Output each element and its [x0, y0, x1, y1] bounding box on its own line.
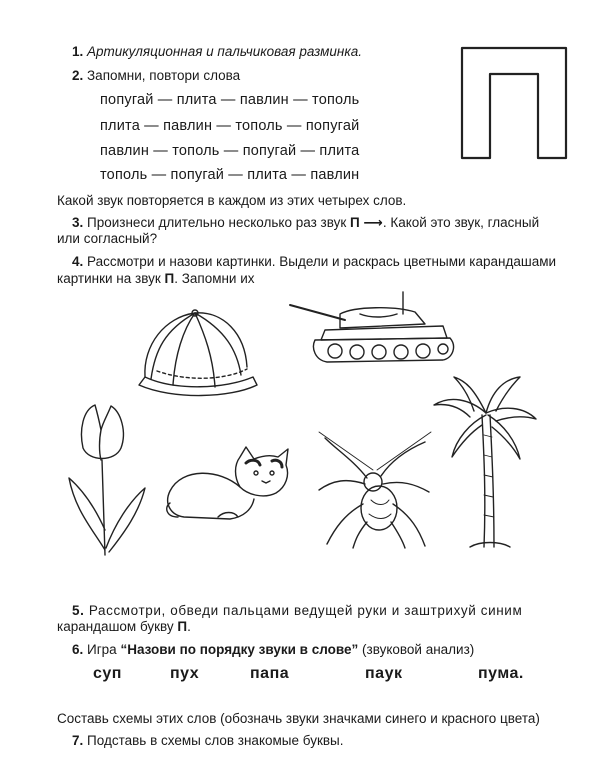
task-3-line-2: или согласный? — [57, 231, 158, 246]
task-5 — [72, 603, 522, 619]
task-2-number: 2. — [72, 68, 84, 83]
task-3-text-b: . Какой это звук, гласный — [382, 215, 540, 230]
big-letter-p-outline — [458, 44, 570, 162]
task-1 — [72, 44, 362, 60]
task-6 — [72, 642, 474, 658]
task-4-line-1: Рассмотри и назови картинки. Выдели и раскрась цветными карандашами — [87, 254, 557, 269]
task-3-number: 3. — [72, 215, 84, 230]
question-text: Какой звук повторяется в каждом из этих четырех слов. — [57, 193, 407, 208]
task-6-suffix: (звуковой анализ) — [362, 642, 475, 657]
word-row-1: попугай — плита — павлин — тополь — [100, 92, 360, 108]
task-5-number: 5. — [72, 603, 85, 618]
task-4-number: 4. — [72, 254, 84, 269]
task-4 — [72, 254, 556, 270]
task-3-letter: П — [350, 215, 360, 230]
task-5-line-2b: . — [187, 619, 191, 634]
task-4-letter: П — [164, 271, 175, 286]
word-row-4: тополь — попугай — плита — павлин — [100, 167, 360, 183]
arrow-right-icon: ⟶ — [363, 215, 383, 230]
analysis-word-4: паук — [365, 665, 403, 682]
task-3 — [72, 215, 539, 231]
word-row-3: павлин — тополь — попугай — плита — [100, 143, 360, 159]
task-2 — [72, 68, 240, 84]
task-5-letter: П — [177, 619, 188, 634]
task-4-line-2b: . Запомни их — [174, 271, 255, 286]
task-7-number: 7. — [72, 733, 84, 748]
word-row-2: плита — павлин — тополь — попугай — [100, 118, 360, 134]
hat-picture — [135, 305, 265, 400]
task-6-prefix: Игра — [87, 642, 117, 657]
analysis-word-3: папа — [250, 665, 290, 682]
task-7 — [72, 733, 343, 749]
cat-picture — [160, 445, 295, 525]
task-5-line-2a: карандашом букву — [57, 619, 174, 634]
task-4-line-2a: картинки на звук — [57, 271, 161, 286]
compose-text: Составь схемы этих слов (обозначь звуки значками синего и красного цвета) — [57, 711, 540, 726]
palm-picture — [430, 375, 540, 555]
task-6-number: 6. — [72, 642, 84, 657]
task-4-line-2 — [57, 271, 255, 287]
analysis-word-2: пух — [170, 665, 200, 682]
task-5-line-1: Рассмотри, обведи пальцами ведущей руки и заштрихуй синим — [88, 603, 523, 618]
task-1-text: Артикуляционная и пальчиковая разминка. — [87, 44, 362, 59]
analysis-word-1: суп — [93, 665, 122, 682]
task-5-line-2 — [57, 619, 191, 635]
task-2-text: Запомни, повтори слова — [87, 68, 241, 83]
task-6-game-title: “Назови по порядку звуки в слове” — [120, 642, 359, 657]
task-1-number: 1. — [72, 44, 84, 59]
task-3-text-a: Произнеси длительно несколько раз звук — [87, 215, 347, 230]
task-7-text: Подставь в схемы слов знакомые буквы. — [87, 733, 344, 748]
spider-picture — [315, 430, 435, 550]
big-letter-p — [458, 44, 570, 162]
tulip-picture — [65, 400, 155, 560]
tank-picture — [285, 290, 460, 370]
analysis-word-5: пума. — [478, 665, 524, 682]
